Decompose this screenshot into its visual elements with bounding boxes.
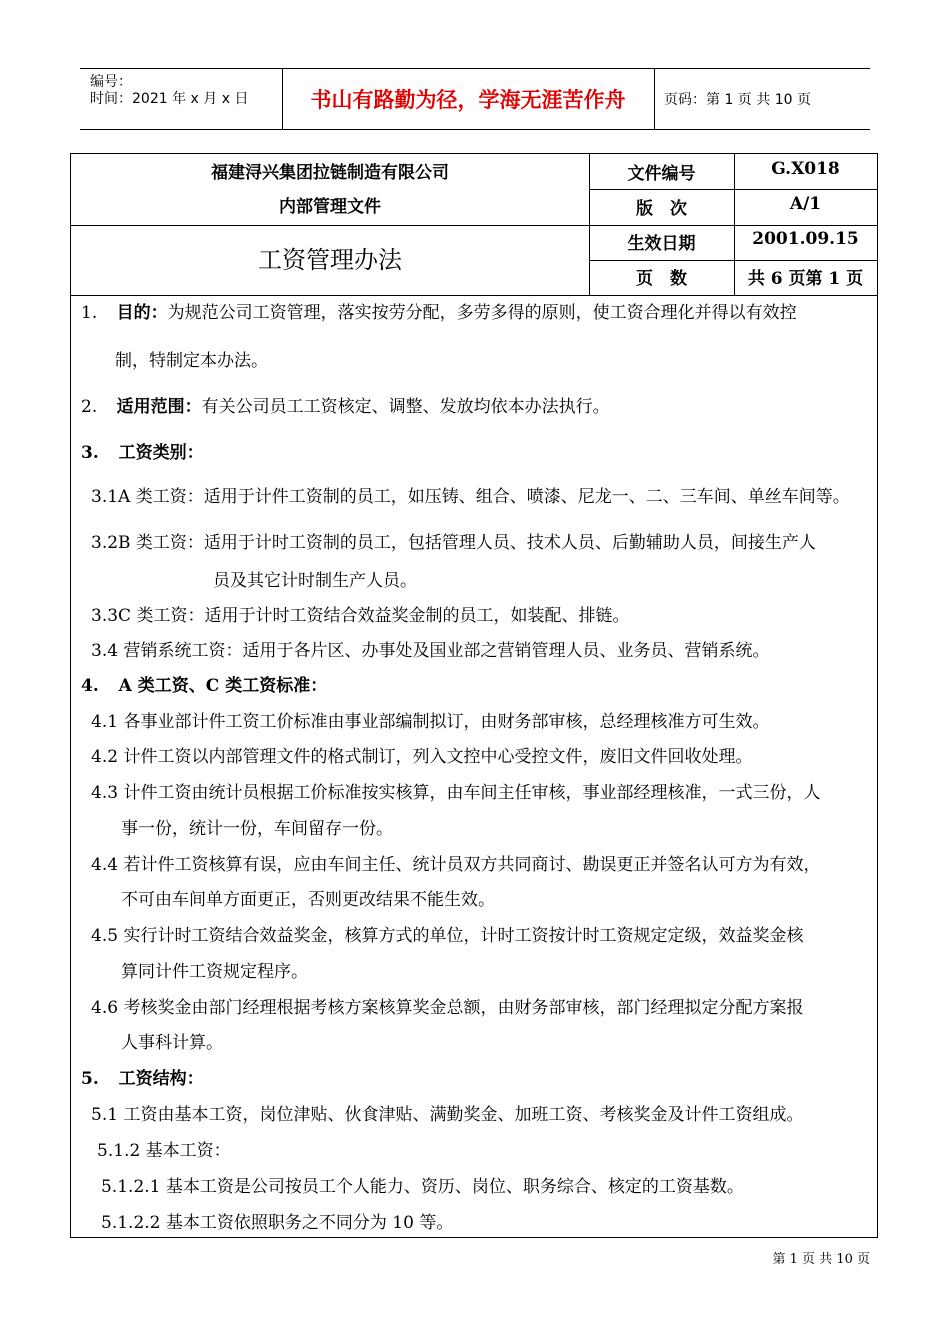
- clause-4-3: 4.3 计件工资由统计员根据工价标准按实核算，由车间主任审核，事业部经理核准，一式三份，人: [91, 783, 821, 803]
- page-info-text: 页码：第 1 页 共 10 页: [664, 92, 811, 108]
- header-divider-h1: [589, 189, 877, 190]
- clause-4-3-continued: 事一份，统计一份，车间留存一份。: [121, 819, 393, 839]
- motto-text: 书山有路勤为径，学海无涯苦作舟: [310, 88, 626, 112]
- section-2-heading: 适用范围：: [116, 397, 202, 417]
- field-label-pages: 页 数: [636, 269, 687, 289]
- clause-5-1-2-2: 5.1.2.2 基本工资依照职务之不同分为 10 等。: [101, 1213, 454, 1233]
- section-1: [81, 298, 797, 323]
- section-4: [81, 671, 327, 696]
- clause-3-2-continued: 员及其它计时制生产人员。: [213, 571, 417, 591]
- document-title: 工资管理办法: [258, 246, 402, 274]
- clause-4-6: 4.6 考核奖金由部门经理根据考核方案核算奖金总额，由财务部审核，部门经理拟定分配方案报: [91, 998, 804, 1018]
- section-2: [81, 392, 610, 417]
- department-name: 内部管理文件: [279, 197, 381, 217]
- section-3-number: 3.: [81, 443, 99, 463]
- serial-label: 编号：: [90, 74, 132, 90]
- section-1-number: 1.: [81, 303, 98, 323]
- field-label-version: 版 次: [636, 199, 687, 219]
- motto-cell: [282, 69, 655, 129]
- clause-3-4: 3.4 营销系统工资：适用于各片区、办事处及国业部之营销管理人员、业务员、营销系统。: [91, 641, 770, 661]
- section-2-number: 2.: [81, 397, 98, 417]
- field-value-version: A/1: [789, 194, 822, 214]
- section-5-number: 5.: [81, 1069, 99, 1089]
- page-top-header: [80, 68, 870, 130]
- header-divider-h3: [589, 260, 877, 261]
- section-1-heading: 目的：: [116, 303, 168, 323]
- serial-date-cell: [80, 69, 283, 129]
- clause-4-4-continued: 不可由车间单方面更正，否则更改结果不能生效。: [121, 890, 495, 910]
- date-line: 时间：2021 年 x 月 x 日: [90, 91, 249, 107]
- clause-4-5: 4.5 实行计时工资结合效益奖金，核算方式的单位，计时工资按计时工资规定定级，效益奖金核: [91, 926, 804, 946]
- clause-5-1-2: 5.1.2 基本工资：: [97, 1141, 231, 1161]
- section-3-heading: 工资类别：: [118, 443, 204, 463]
- header-divider-h4: [71, 295, 877, 296]
- clause-5-1: 5.1 工资由基本工资，岗位津贴、伙食津贴、满勤奖金、加班工资、考核奖金及计件工资组成。: [91, 1105, 804, 1125]
- section-3: [81, 438, 204, 463]
- field-label-doc-no: 文件编号: [627, 164, 696, 184]
- clause-4-4: 4.4 若计件工资核算有误，应由车间主任、统计员双方共同商讨、勘误更正并签名认可方为有效，: [91, 855, 821, 875]
- clause-3-1: 3.1A 类工资：适用于计件工资制的员工，如压铸、组合、喷漆、尼龙一、二、三车间、单丝车间等。: [91, 487, 850, 507]
- document-frame: [70, 153, 878, 1238]
- document-header-table: [71, 154, 877, 296]
- clause-3-3: 3.3C 类工资：适用于计时工资结合效益奖金制的员工，如装配、排链。: [91, 606, 630, 626]
- page-info-cell: [654, 69, 870, 129]
- field-value-effective-date: 2001.09.15: [752, 229, 859, 249]
- company-name: 福建浔兴集团拉链制造有限公司: [211, 163, 449, 183]
- section-1-text: 为规范公司工资管理，落实按劳分配，多劳多得的原则，使工资合理化并得以有效控: [167, 303, 797, 323]
- section-1-continued: 制，特制定本办法。: [115, 351, 268, 371]
- section-2-text: 有关公司员工工资核定、调整、发放均依本办法执行。: [201, 397, 610, 417]
- clause-5-1-2-1: 5.1.2.1 基本工资是公司按员工个人能力、资历、岗位、职务综合、核定的工资基数。: [101, 1177, 744, 1197]
- field-value-doc-no: G.X018: [771, 159, 840, 179]
- page-footer: 第 1 页 共 10 页: [772, 1252, 870, 1267]
- section-5-heading: 工资结构：: [118, 1069, 204, 1089]
- section-4-number: 4.: [81, 676, 99, 696]
- section-4-heading: A 类工资、C 类工资标准：: [118, 676, 328, 696]
- clause-4-2: 4.2 计件工资以内部管理文件的格式制订，列入文控中心受控文件，废旧文件回收处理。: [91, 747, 753, 767]
- field-value-pages: 共 6 页第 1 页: [747, 269, 864, 289]
- clause-3-2: 3.2B 类工资：适用于计时工资制的员工，包括管理人员、技术人员、后勤辅助人员，间接生产人: [91, 533, 816, 553]
- section-5: [81, 1064, 204, 1089]
- header-divider-h2: [71, 225, 877, 226]
- clause-4-5-continued: 算同计件工资规定程序。: [121, 962, 308, 982]
- field-label-effective-date: 生效日期: [627, 234, 696, 254]
- clause-4-1: 4.1 各事业部计件工资工价标准由事业部编制拟订，由财务部审核，总经理核准方可生效。: [91, 712, 770, 732]
- clause-4-6-continued: 人事科计算。: [121, 1033, 223, 1053]
